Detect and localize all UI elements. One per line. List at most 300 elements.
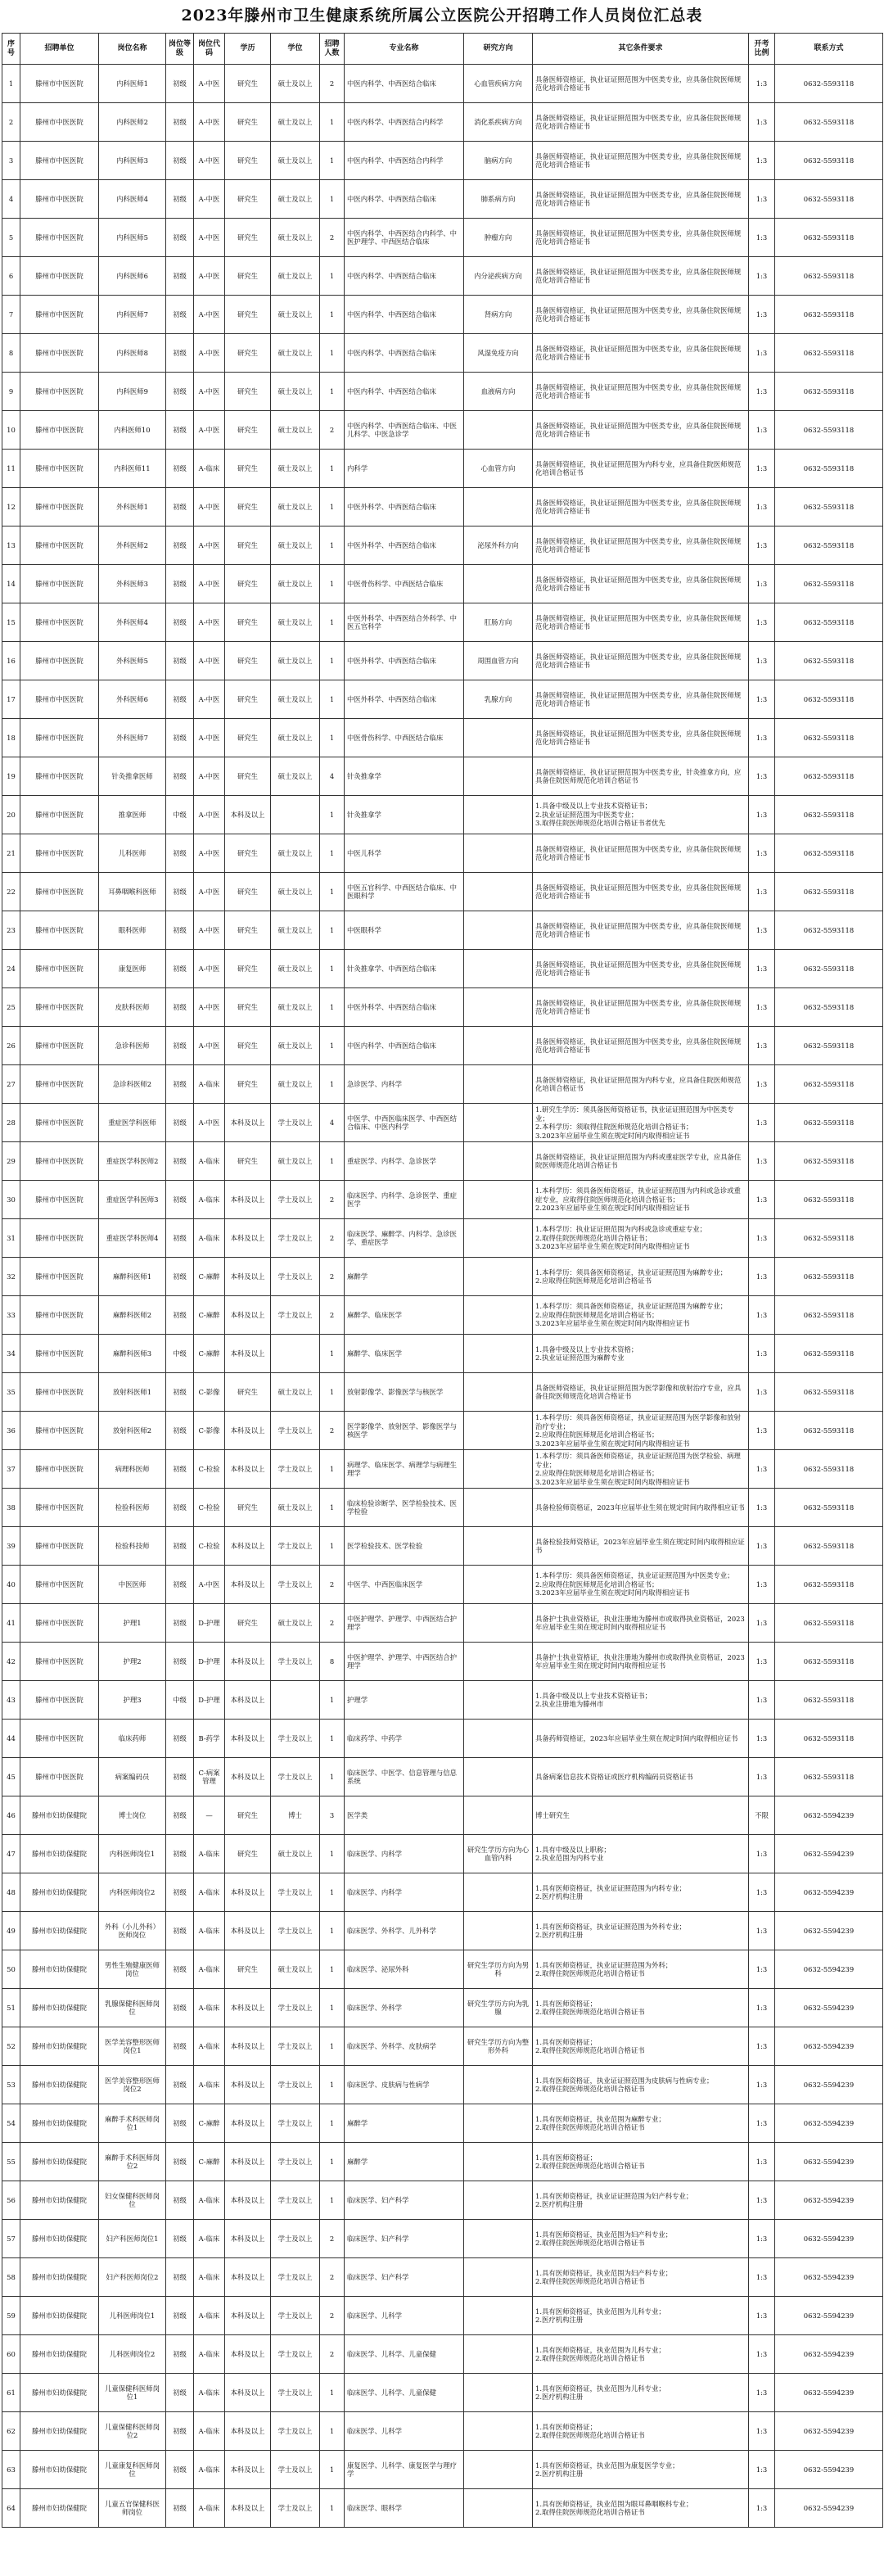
cell-major-name: 临床医学、内科学、急诊医学、重症医学 (345, 1181, 464, 1219)
cell-position-code: D-护理 (194, 1604, 225, 1643)
cell-position-name: 内科医师1 (99, 65, 166, 103)
cell-recruiting-unit: 滕州市中医医院 (20, 911, 99, 950)
cell-position-name: 推拿医师 (99, 796, 166, 834)
cell-recruiting-unit: 滕州市中医医院 (20, 1527, 99, 1566)
cell-position-name: 妇女保健科医师岗位 (99, 2181, 166, 2220)
cell-education: 本科及以上 (225, 1873, 271, 1912)
cell-position-name: 内科医师4 (99, 180, 166, 219)
table-row (2, 911, 883, 950)
cell-contact: 0632-5593118 (775, 1758, 883, 1796)
cell-other-requirements: 具备医师资格证，执业证证照范围为中医类专业，应具备住院医师规范化培训合格证书 (533, 873, 749, 911)
cell-major-name: 放射影像学、影像医学与核医学 (345, 1373, 464, 1412)
cell-recruiting-unit: 滕州市妇幼保健院 (20, 2335, 99, 2374)
cell-position-level: 初级 (166, 1989, 194, 2027)
cell-position-name: 内科医师8 (99, 334, 166, 373)
cell-exam-ratio: 1:3 (749, 296, 775, 334)
header-recruit-count: 招聘人数 (320, 34, 345, 65)
cell-degree: 硕士及以上 (271, 1950, 320, 1989)
cell-education: 本科及以上 (225, 1527, 271, 1566)
cell-recruit-count: 2 (320, 1604, 345, 1643)
cell-row-number: 17 (2, 680, 20, 719)
cell-education: 研究生 (225, 565, 271, 603)
cell-recruiting-unit: 滕州市中医医院 (20, 1258, 99, 1296)
cell-exam-ratio: 1:3 (749, 1758, 775, 1796)
cell-position-code: A-中医 (194, 257, 225, 296)
table-row (2, 565, 883, 603)
cell-position-level: 初级 (166, 219, 194, 257)
cell-research-direction (464, 2335, 533, 2374)
cell-contact: 0632-5593118 (775, 1027, 883, 1065)
cell-research-direction (464, 911, 533, 950)
cell-recruiting-unit: 滕州市中医医院 (20, 1181, 99, 1219)
table-row (2, 1450, 883, 1489)
cell-research-direction (464, 1181, 533, 1219)
cell-major-name: 临床检验诊断学、医学检验技术、医学检验 (345, 1489, 464, 1527)
table-row (2, 719, 883, 757)
cell-row-number: 36 (2, 1412, 20, 1450)
cell-position-code: C-麻醉 (194, 2143, 225, 2181)
cell-major-name: 中医内科学、中西医结合临床 (345, 296, 464, 334)
cell-row-number: 42 (2, 1643, 20, 1681)
cell-research-direction (464, 411, 533, 450)
cell-recruit-count: 4 (320, 1104, 345, 1142)
cell-position-code: A-中医 (194, 1027, 225, 1065)
cell-position-code: A-中医 (194, 565, 225, 603)
cell-education: 研究生 (225, 257, 271, 296)
cell-position-name: 内科医师3 (99, 142, 166, 180)
cell-research-direction (464, 2297, 533, 2335)
table-row (2, 1258, 883, 1296)
cell-exam-ratio: 1:3 (749, 180, 775, 219)
cell-research-direction (464, 757, 533, 796)
cell-education: 研究生 (225, 1142, 271, 1181)
cell-exam-ratio: 1:3 (749, 2181, 775, 2220)
cell-recruit-count: 1 (320, 373, 345, 411)
cell-position-code: A-中医 (194, 603, 225, 642)
cell-education: 本科及以上 (225, 2066, 271, 2104)
cell-position-level: 初级 (166, 2027, 194, 2066)
cell-position-name: 外科医师5 (99, 642, 166, 680)
cell-degree: 硕士及以上 (271, 757, 320, 796)
cell-degree: 学士及以上 (271, 2104, 320, 2143)
cell-major-name: 急诊医学、内科学 (345, 1065, 464, 1104)
cell-other-requirements: 具备药师资格证，2023年应届毕业生须在规定时间内取得相应证书 (533, 1720, 749, 1758)
cell-recruit-count: 2 (320, 219, 345, 257)
cell-position-name: 麻醉手术科医师岗位2 (99, 2143, 166, 2181)
cell-exam-ratio: 1:3 (749, 334, 775, 373)
cell-row-number: 30 (2, 1181, 20, 1219)
cell-position-code: A-临床 (194, 1835, 225, 1873)
cell-contact: 0632-5594239 (775, 2143, 883, 2181)
cell-recruit-count: 1 (320, 257, 345, 296)
cell-degree: 硕士及以上 (271, 1489, 320, 1527)
cell-position-code: B-药学 (194, 1720, 225, 1758)
cell-row-number: 11 (2, 450, 20, 488)
cell-position-level: 初级 (166, 1065, 194, 1104)
cell-position-code: C-检验 (194, 1489, 225, 1527)
cell-major-name: 中医外科学、中西医结合临床 (345, 526, 464, 565)
cell-recruit-count: 1 (320, 2451, 345, 2489)
cell-other-requirements: 具备医师资格证，执业证证照范围为内科专业，应具备住院医师规范化培训合格证书 (533, 1065, 749, 1104)
cell-degree: 学士及以上 (271, 1873, 320, 1912)
cell-row-number: 57 (2, 2220, 20, 2258)
cell-recruiting-unit: 滕州市中医医院 (20, 1566, 99, 1604)
cell-position-name: 乳腺保健科医师岗位 (99, 1989, 166, 2027)
cell-position-code: A-中医 (194, 142, 225, 180)
cell-exam-ratio: 1:3 (749, 2374, 775, 2412)
cell-degree: 硕士及以上 (271, 257, 320, 296)
cell-exam-ratio: 1:3 (749, 719, 775, 757)
cell-major-name: 中医内科学、中西医结合临床 (345, 373, 464, 411)
cell-major-name: 中医护理学、护理学、中西医结合护理学 (345, 1604, 464, 1643)
cell-contact: 0632-5593118 (775, 219, 883, 257)
cell-row-number: 64 (2, 2489, 20, 2528)
table-row (2, 642, 883, 680)
cell-exam-ratio: 1:3 (749, 1142, 775, 1181)
cell-other-requirements: 1.具有医师资格证； 2.取得住院医师规范化培训合格证书 (533, 2143, 749, 2181)
cell-degree: 学士及以上 (271, 1258, 320, 1296)
cell-education: 本科及以上 (225, 2181, 271, 2220)
cell-major-name: 中医骨伤科学、中西医结合临床 (345, 565, 464, 603)
cell-research-direction: 消化系疾病方向 (464, 103, 533, 142)
cell-position-code: A-中医 (194, 719, 225, 757)
cell-exam-ratio: 1:3 (749, 1335, 775, 1373)
cell-education: 研究生 (225, 1604, 271, 1643)
cell-research-direction (464, 1758, 533, 1796)
cell-row-number: 14 (2, 565, 20, 603)
table-header-row (2, 34, 883, 65)
cell-position-name: 临床药师 (99, 1720, 166, 1758)
cell-row-number: 61 (2, 2374, 20, 2412)
cell-position-code: A-中医 (194, 1104, 225, 1142)
cell-row-number: 51 (2, 1989, 20, 2027)
cell-position-level: 初级 (166, 1181, 194, 1219)
cell-other-requirements: 博士研究生 (533, 1796, 749, 1835)
cell-position-code: A-临床 (194, 2374, 225, 2412)
header-position-level: 岗位等级 (166, 34, 194, 65)
cell-degree: 学士及以上 (271, 1296, 320, 1335)
cell-education: 研究生 (225, 603, 271, 642)
cell-row-number: 26 (2, 1027, 20, 1065)
cell-major-name: 内科学 (345, 450, 464, 488)
cell-contact: 0632-5593118 (775, 1681, 883, 1720)
cell-research-direction: 研究生学历方向为乳腺 (464, 1989, 533, 2027)
cell-position-code: A-临床 (194, 1989, 225, 2027)
cell-position-name: 麻醉科医师1 (99, 1258, 166, 1296)
cell-education: 研究生 (225, 911, 271, 950)
table-row (2, 103, 883, 142)
cell-exam-ratio: 1:3 (749, 1104, 775, 1142)
cell-position-name: 内科医师7 (99, 296, 166, 334)
cell-major-name: 中医学、中西医临床医学、中西医结合临床、中医内科学 (345, 1104, 464, 1142)
cell-major-name: 中医学、中西医临床医学 (345, 1566, 464, 1604)
table-row (2, 526, 883, 565)
cell-position-level: 初级 (166, 873, 194, 911)
cell-contact: 0632-5593118 (775, 1373, 883, 1412)
cell-recruit-count: 2 (320, 1412, 345, 1450)
cell-other-requirements: 具备医师资格证，执业证证照范围为医学影像和放射治疗专业，应具备住院医师规范化培训合格证书 (533, 1373, 749, 1412)
cell-research-direction: 周围血管方向 (464, 642, 533, 680)
cell-recruit-count: 4 (320, 757, 345, 796)
cell-position-level: 初级 (166, 2335, 194, 2374)
cell-exam-ratio: 1:3 (749, 526, 775, 565)
cell-major-name: 中医儿科学 (345, 834, 464, 873)
cell-other-requirements: 1.本科学历：执业证证照范围为内科或急诊或重症专业； 2.取得住院医师规范化培训合格证书； 3.2023年应届毕业生须在规定时间内取得相应证书 (533, 1219, 749, 1258)
cell-research-direction: 研究生学历方向为整形外科 (464, 2027, 533, 2066)
cell-contact: 0632-5593118 (775, 65, 883, 103)
table-row (2, 1412, 883, 1450)
cell-position-name: 儿科医师岗位1 (99, 2297, 166, 2335)
cell-degree: 学士及以上 (271, 1412, 320, 1450)
cell-education: 研究生 (225, 488, 271, 526)
cell-other-requirements: 具备医师资格证，执业证证照范围为中医类专业，应具备住院医师规范化培训合格证书 (533, 719, 749, 757)
cell-major-name: 针灸推拿学 (345, 757, 464, 796)
cell-other-requirements: 具备医师资格证，执业证证照范围为中医类专业，应具备住院医师规范化培训合格证书 (533, 642, 749, 680)
cell-recruit-count: 1 (320, 103, 345, 142)
cell-major-name: 中医五官科学、中西医结合临床、中医眼科学 (345, 873, 464, 911)
cell-position-code: A-中医 (194, 296, 225, 334)
cell-exam-ratio: 1:3 (749, 2143, 775, 2181)
cell-position-name: 中医医师 (99, 1566, 166, 1604)
cell-row-number: 29 (2, 1142, 20, 1181)
cell-other-requirements: 具备医师资格证，执业证证照范围为内科或重症医学专业，应具备住院医师规范化培训合格证书 (533, 1142, 749, 1181)
cell-position-level: 初级 (166, 1912, 194, 1950)
cell-exam-ratio: 1:3 (749, 1065, 775, 1104)
cell-position-level: 初级 (166, 373, 194, 411)
cell-contact: 0632-5594239 (775, 1989, 883, 2027)
cell-row-number: 32 (2, 1258, 20, 1296)
cell-position-level: 初级 (166, 103, 194, 142)
cell-major-name: 麻醉学、临床医学 (345, 1296, 464, 1335)
cell-other-requirements: 1.具有医师资格证，执业范围为妇产科专业； 2.取得住院医师规范化培训合格证书 (533, 2220, 749, 2258)
cell-position-name: 麻醉手术科医师岗位1 (99, 2104, 166, 2143)
cell-exam-ratio: 1:3 (749, 1527, 775, 1566)
cell-position-name: 儿童五官保健科医师岗位 (99, 2489, 166, 2528)
cell-contact: 0632-5593118 (775, 911, 883, 950)
cell-recruit-count: 1 (320, 2027, 345, 2066)
cell-position-level: 初级 (166, 1566, 194, 1604)
cell-position-code: A-临床 (194, 1950, 225, 1989)
cell-degree: 学士及以上 (271, 2412, 320, 2451)
cell-position-code: A-中医 (194, 911, 225, 950)
cell-recruit-count: 1 (320, 142, 345, 180)
table-row (2, 1604, 883, 1643)
table-row (2, 834, 883, 873)
cell-education: 本科及以上 (225, 1181, 271, 1219)
cell-position-code: C-影像 (194, 1412, 225, 1450)
cell-research-direction: 心血管疾病方向 (464, 65, 533, 103)
cell-position-code: A-中医 (194, 334, 225, 373)
cell-degree: 硕士及以上 (271, 334, 320, 373)
cell-exam-ratio: 1:3 (749, 1566, 775, 1604)
cell-exam-ratio: 1:3 (749, 642, 775, 680)
cell-position-level: 初级 (166, 988, 194, 1027)
cell-education: 研究生 (225, 411, 271, 450)
cell-major-name: 针灸推拿学 (345, 796, 464, 834)
cell-recruit-count: 2 (320, 2335, 345, 2374)
cell-exam-ratio: 1:3 (749, 1027, 775, 1065)
cell-degree: 学士及以上 (271, 2489, 320, 2528)
cell-education: 本科及以上 (225, 2143, 271, 2181)
cell-other-requirements: 1.具有医师资格证； 2.取得住院医师规范化培训合格证书 (533, 1989, 749, 2027)
cell-position-code: A-中医 (194, 373, 225, 411)
cell-research-direction (464, 950, 533, 988)
cell-education: 本科及以上 (225, 1989, 271, 2027)
cell-recruit-count: 1 (320, 2104, 345, 2143)
cell-recruiting-unit: 滕州市妇幼保健院 (20, 1912, 99, 1950)
cell-exam-ratio: 1:3 (749, 873, 775, 911)
cell-degree: 学士及以上 (271, 2181, 320, 2220)
cell-research-direction (464, 719, 533, 757)
cell-education: 本科及以上 (225, 2489, 271, 2528)
cell-degree: 硕士及以上 (271, 680, 320, 719)
cell-major-name: 护理学 (345, 1681, 464, 1720)
cell-recruiting-unit: 滕州市中医医院 (20, 565, 99, 603)
cell-position-code: A-中医 (194, 834, 225, 873)
cell-position-level: 初级 (166, 1796, 194, 1835)
cell-position-level: 中级 (166, 796, 194, 834)
cell-row-number: 1 (2, 65, 20, 103)
cell-position-name: 妇产科医师岗位2 (99, 2258, 166, 2297)
cell-major-name: 麻醉学 (345, 2143, 464, 2181)
cell-row-number: 35 (2, 1373, 20, 1412)
cell-recruiting-unit: 滕州市中医医院 (20, 488, 99, 526)
cell-education: 研究生 (225, 450, 271, 488)
cell-education: 研究生 (225, 988, 271, 1027)
cell-position-code: A-临床 (194, 2066, 225, 2104)
cell-contact: 0632-5594239 (775, 2489, 883, 2528)
cell-exam-ratio: 1:3 (749, 1296, 775, 1335)
table-row (2, 2181, 883, 2220)
cell-contact: 0632-5593118 (775, 103, 883, 142)
cell-recruit-count: 2 (320, 2220, 345, 2258)
cell-major-name: 中医内科学、中西医结合内科学、中医护理学、中西医结合临床 (345, 219, 464, 257)
cell-research-direction (464, 2143, 533, 2181)
cell-recruit-count: 1 (320, 1989, 345, 2027)
cell-recruit-count: 1 (320, 1720, 345, 1758)
cell-position-level: 初级 (166, 1489, 194, 1527)
cell-other-requirements: 1.具有医师资格证； 2.取得住院医师规范化培训合格证书 (533, 2027, 749, 2066)
cell-other-requirements: 具备医师资格证，执业证证照范围为中医类专业，应具备住院医师规范化培训合格证书 (533, 488, 749, 526)
cell-major-name: 中医外科学、中西医结合临床 (345, 488, 464, 526)
cell-education: 研究生 (225, 1796, 271, 1835)
cell-position-name: 内科医师2 (99, 103, 166, 142)
cell-contact: 0632-5593118 (775, 988, 883, 1027)
cell-position-name: 医学美容整形医师岗位1 (99, 2027, 166, 2066)
cell-major-name: 中医内科学、中西医结合内科学 (345, 142, 464, 180)
cell-position-name: 妇产科医师岗位1 (99, 2220, 166, 2258)
cell-degree: 硕士及以上 (271, 988, 320, 1027)
cell-recruit-count: 1 (320, 296, 345, 334)
cell-position-code: A-临床 (194, 2297, 225, 2335)
cell-recruit-count: 8 (320, 1643, 345, 1681)
cell-recruiting-unit: 滕州市妇幼保健院 (20, 2143, 99, 2181)
cell-degree: 硕士及以上 (271, 103, 320, 142)
cell-major-name: 临床医学、妇产科学 (345, 2220, 464, 2258)
table-row (2, 1950, 883, 1989)
cell-education: 本科及以上 (225, 1258, 271, 1296)
cell-contact: 0632-5594239 (775, 2297, 883, 2335)
table-row (2, 2220, 883, 2258)
cell-major-name: 中医内科学、中西医结合临床 (345, 334, 464, 373)
cell-major-name: 临床医学、外科学、皮肤病学 (345, 2027, 464, 2066)
cell-position-level: 中级 (166, 1681, 194, 1720)
cell-major-name: 中医护理学、护理学、中西医结合护理学 (345, 1643, 464, 1681)
cell-research-direction: 脑病方向 (464, 142, 533, 180)
cell-research-direction (464, 834, 533, 873)
cell-recruit-count: 1 (320, 565, 345, 603)
cell-exam-ratio: 1:3 (749, 2489, 775, 2528)
cell-major-name: 临床医学、妇产科学 (345, 2181, 464, 2220)
cell-row-number: 49 (2, 1912, 20, 1950)
cell-row-number: 12 (2, 488, 20, 526)
cell-contact: 0632-5594239 (775, 2104, 883, 2143)
cell-position-name: 儿童保健科医师岗位2 (99, 2412, 166, 2451)
table-row (2, 1796, 883, 1835)
cell-recruit-count: 1 (320, 2412, 345, 2451)
cell-education: 本科及以上 (225, 1335, 271, 1373)
table-row (2, 873, 883, 911)
cell-major-name: 康复医学、儿科学、康复医学与理疗学 (345, 2451, 464, 2489)
cell-other-requirements: 1.研究生学历：须具备医师资格证书，执业证证照范围为中医类专业； 2.本科学历：须取得住院医师规范化培训合格证书； 3.2023年应届毕业生须在规定时间内取得相应证书 (533, 1104, 749, 1142)
cell-recruit-count: 1 (320, 603, 345, 642)
cell-recruiting-unit: 滕州市中医医院 (20, 873, 99, 911)
cell-recruiting-unit: 滕州市妇幼保健院 (20, 2412, 99, 2451)
cell-position-level: 初级 (166, 2143, 194, 2181)
cell-exam-ratio: 1:3 (749, 950, 775, 988)
cell-exam-ratio: 1:3 (749, 1489, 775, 1527)
cell-position-name: 内科医师9 (99, 373, 166, 411)
cell-other-requirements: 1.具备中级及以上专业技术资格； 2.执业证证照范围为麻醉专业 (533, 1335, 749, 1373)
cell-row-number: 47 (2, 1835, 20, 1873)
cell-education: 研究生 (225, 103, 271, 142)
cell-position-code: A-临床 (194, 2181, 225, 2220)
cell-position-name: 护理2 (99, 1643, 166, 1681)
cell-other-requirements: 具备医师资格证，执业证证照范围为中医类专业，应具备住院医师规范化培训合格证书 (533, 334, 749, 373)
cell-position-code: A-中医 (194, 988, 225, 1027)
cell-recruiting-unit: 滕州市中医医院 (20, 334, 99, 373)
cell-degree: 硕士及以上 (271, 219, 320, 257)
cell-recruiting-unit: 滕州市中医医院 (20, 1643, 99, 1681)
cell-position-code: A-中医 (194, 103, 225, 142)
cell-exam-ratio: 1:3 (749, 142, 775, 180)
header-exam-ratio: 开考比例 (749, 34, 775, 65)
cell-exam-ratio: 1:3 (749, 219, 775, 257)
cell-research-direction: 风湿免疫方向 (464, 334, 533, 373)
cell-other-requirements: 具备医师资格证，执业证证照范围为中医类专业，应具备住院医师规范化培训合格证书 (533, 1027, 749, 1065)
cell-position-level: 初级 (166, 565, 194, 603)
cell-position-level: 初级 (166, 65, 194, 103)
cell-position-level: 初级 (166, 180, 194, 219)
cell-contact: 0632-5594239 (775, 2451, 883, 2489)
cell-exam-ratio: 1:3 (749, 1258, 775, 1296)
cell-education: 本科及以上 (225, 2374, 271, 2412)
cell-research-direction (464, 1258, 533, 1296)
table-row (2, 1104, 883, 1142)
cell-position-name: 内科医师岗位1 (99, 1835, 166, 1873)
table-row (2, 1912, 883, 1950)
cell-research-direction (464, 1065, 533, 1104)
cell-exam-ratio: 1:3 (749, 257, 775, 296)
table-row (2, 2489, 883, 2528)
cell-exam-ratio: 1:3 (749, 680, 775, 719)
cell-recruiting-unit: 滕州市中医医院 (20, 1142, 99, 1181)
cell-recruiting-unit: 滕州市中医医院 (20, 296, 99, 334)
cell-row-number: 9 (2, 373, 20, 411)
cell-contact: 0632-5593118 (775, 603, 883, 642)
cell-recruiting-unit: 滕州市中医医院 (20, 142, 99, 180)
cell-position-name: 重症医学科医师3 (99, 1181, 166, 1219)
